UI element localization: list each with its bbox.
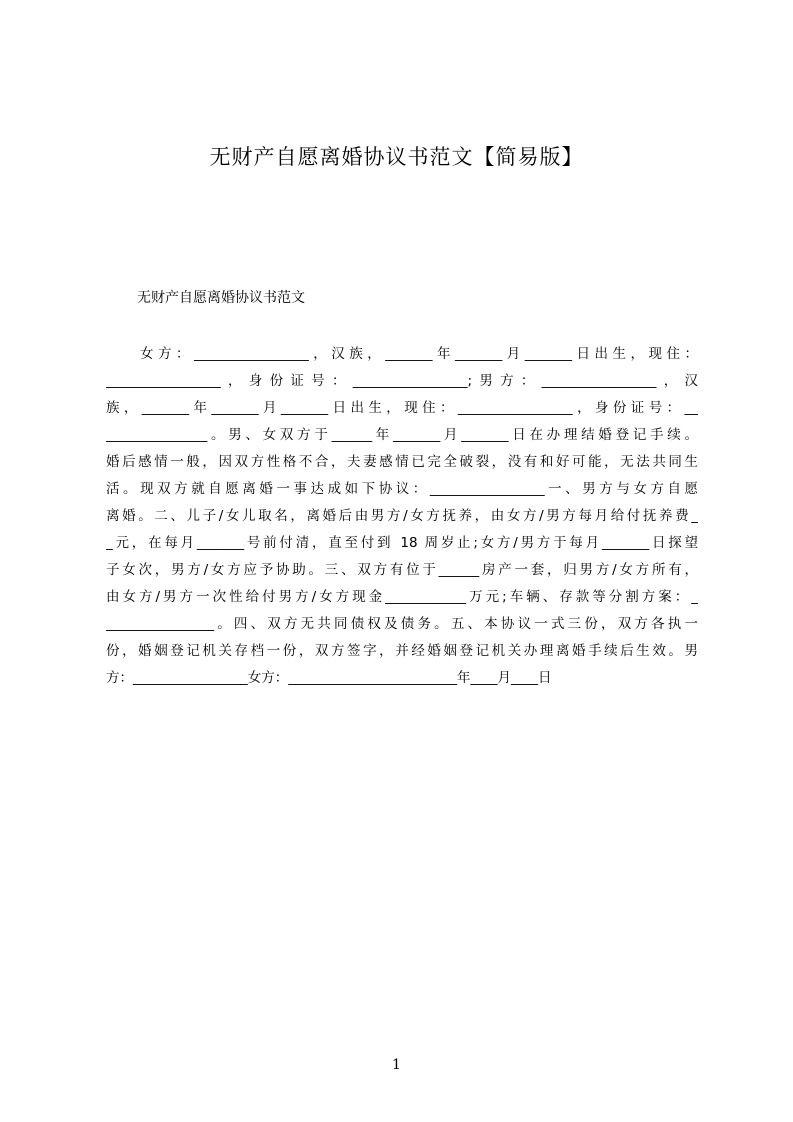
body-line: 离婚。二、儿子/女儿取名，离婚后由男方/女方抚养，由女方/男方每月给付抚养费_ <box>106 508 698 524</box>
body-line: 份，婚姻登记机关存档一份，双方签字，并经婚姻登记机关办理离婚手续后生效。男 <box>106 643 698 659</box>
body-line: ________________。四、双方无共同债权及债务。五、本协议一式三份，双方各执一 <box>106 616 698 632</box>
document-subtitle: 无财产自愿离婚协议书范文 <box>137 290 305 306</box>
body-line: _元，在每月_______号前付清，直至付到 18 周岁止;女方/男方于每月_______日探望 <box>106 535 698 551</box>
body-line: 女方：_________________，汉族，_______年_______月_______日出生，现住： <box>140 346 698 362</box>
body-line: _______________。男、女双方于______年_______月_______日在办理结婚登记手续。 <box>106 427 698 443</box>
body-line: 族，_______年_______月_______日出生，现住：_________________，身份证号：__ <box>106 400 698 416</box>
document-title: 无财产自愿离婚协议书范文【简易版】 <box>209 145 584 169</box>
body-line: 由女方/男方一次性给付男方/女方现金____________万元;车辆、存款等分割方案：_ <box>106 589 698 605</box>
body-line: 活。现双方就自愿离婚一事达成如下协议：_________________一、男方与女方自愿 <box>106 481 698 497</box>
body-line: 方：_________________女方：_________________________年____月____日 <box>106 670 552 686</box>
agreement-body <box>106 341 698 691</box>
page-number: 1 <box>392 1057 401 1073</box>
body-line: _________________，身份证号：_________________;男方：_________________，汉 <box>106 373 698 389</box>
body-line: 婚后感情一般，因双方性格不合，夫妻感情已完全破裂，没有和好可能，无法共同生 <box>106 454 698 470</box>
body-line: 子女次，男方/女方应予协助。三、双方有位于______房产一套，归男方/女方所有， <box>106 562 698 578</box>
